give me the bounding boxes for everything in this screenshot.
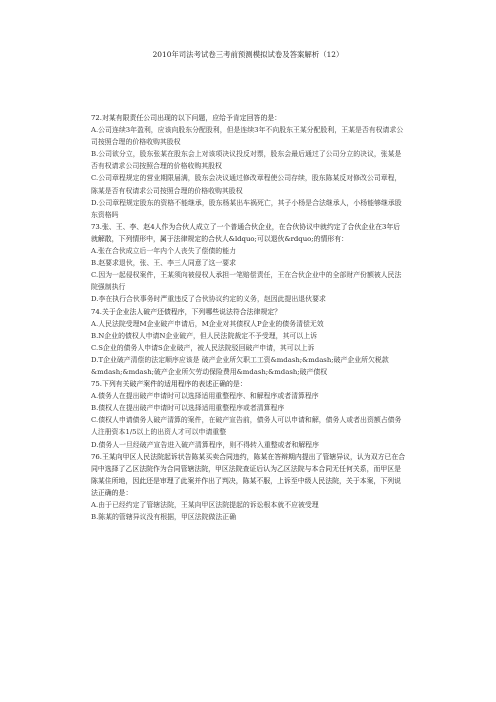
question-75-option-b: B.债权人在提出破产申请时可以选择适用重整程序或者清算程序 xyxy=(91,404,285,413)
document-title: 2010年司法考试卷三考前预测模拟试卷及答案解析（12） xyxy=(152,50,344,59)
question-74-option-d: D.T企业破产清偿的法定顺序应该是 破产企业所欠职工工资&mdash;&mdash;破产企业所欠税款&mdash;&mdash;破产企业所欠劳动保险费用&mdash;&mdash;破产债权 xyxy=(91,355,389,376)
question-75-stem: 75.下列有关破产案件的适用程序的表述正确的是： xyxy=(91,380,247,389)
question-74-option-b: B.N企业的债权人申请N企业破产，但人民法院裁定不予受理，其可以上诉 xyxy=(91,331,318,340)
question-76-option-a: A.由于已经约定了管辖法院，王某向甲区法院提起的诉讼根本就不应被受理 xyxy=(91,501,319,509)
document-body xyxy=(91,112,406,523)
question-72-option-d: D.公司章程规定股东的资格不能继承，股东杨某出车祸死亡，其子小杨是合法继承人，小杨能够继承股东资格吗 xyxy=(91,198,402,219)
question-75-option-d: D.债务人一旦经破产宣告进入破产清算程序，则不得转入重整或者和解程序 xyxy=(91,440,319,449)
question-75-option-c: C.债权人申请债务人破产清算的案件，在破产宣告前，债务人可以申请和解，债务人或者出资额占债务人注册资本1/5以上的出资人才可以申请重整 xyxy=(91,416,402,437)
question-73-stem: 73.张、王、李、赵4人作为合伙人成立了一个普通合伙企业，在合伙协议中就约定了合伙企业在3年后就解散，下列情形中，属于法律规定的合伙人&ldquo;可以退伙&rdquo;的情形有： xyxy=(91,222,401,243)
question-72-option-c: C.公司章程规定的营业期限届满，股东会决议通过修改章程使公司存续，股东陈某反对修改公司章程，陈某是否有权请求公司按照合理的价格收购其股权 xyxy=(91,174,402,195)
question-73-option-c: C.因为一起侵权案件，王某须向被侵权人承担一笔赔偿责任，王在合伙企业中的全部财产份额被人民法院强制执行 xyxy=(91,271,402,292)
question-72-stem: 72.对某有限责任公司出现的以下问题，应给予肯定回答的是： xyxy=(91,114,282,122)
question-76-stem: 76.王某向甲区人民法院起诉状告陈某买卖合同违约，陈某在答辩期内提出了管辖异议，认为双方已在合同中选择了乙区法院作为合同管辖法院，甲区法院查证后认为乙区法院与本合同无任何关系，而甲区是陈某住所地，因此还是审理了此案并作出了判决，陈某不服，上诉至中级人民法院，关于本案，下列说法正确的是： xyxy=(91,452,406,497)
question-73-option-a: A.张在合伙成立后一年内个人丧失了偿债的能力 xyxy=(91,247,236,256)
question-75-option-a: A.债务人在提出破产申请时可以选择适用重整程序、和解程序或者清算程序 xyxy=(91,392,319,401)
question-72-option-a: A.公司连续3年盈利，应该向股东分配股利，但是连续3年不向股东王某分配股利，王某是否有权请求公司按照合理的价格收购其股权 xyxy=(91,126,404,147)
question-72-option-b: B.公司欲分立，股东张某在股东会上对该项决议投反对票，股东会最后通过了公司分立的决议，张某是否有权请求公司按照合理的价格收购其股权 xyxy=(91,150,402,171)
question-74-stem: 74.关于企业法人破产还债程序，下列哪些说法符合法律规定？ xyxy=(91,307,282,316)
question-73-option-b: B.赵要求退伙，张、王、李三人同意了这一要求 xyxy=(91,259,237,268)
question-74-option-c: C.S企业的债务人申请S企业破产，被人民法院驳回破产申请，其可以上诉 xyxy=(91,343,315,352)
question-74-option-a: A.人民法院受理M企业破产申请后，M企业对其债权人P企业的债务清偿无效 xyxy=(91,319,324,328)
question-73-option-d: D.李在执行合伙事务时严重违反了合伙协议约定的义务，赵因此提出退伙要求 xyxy=(91,295,326,304)
question-76-option-b: B.陈某的管辖异议没有根据，甲区法院做法正确 xyxy=(91,513,237,522)
